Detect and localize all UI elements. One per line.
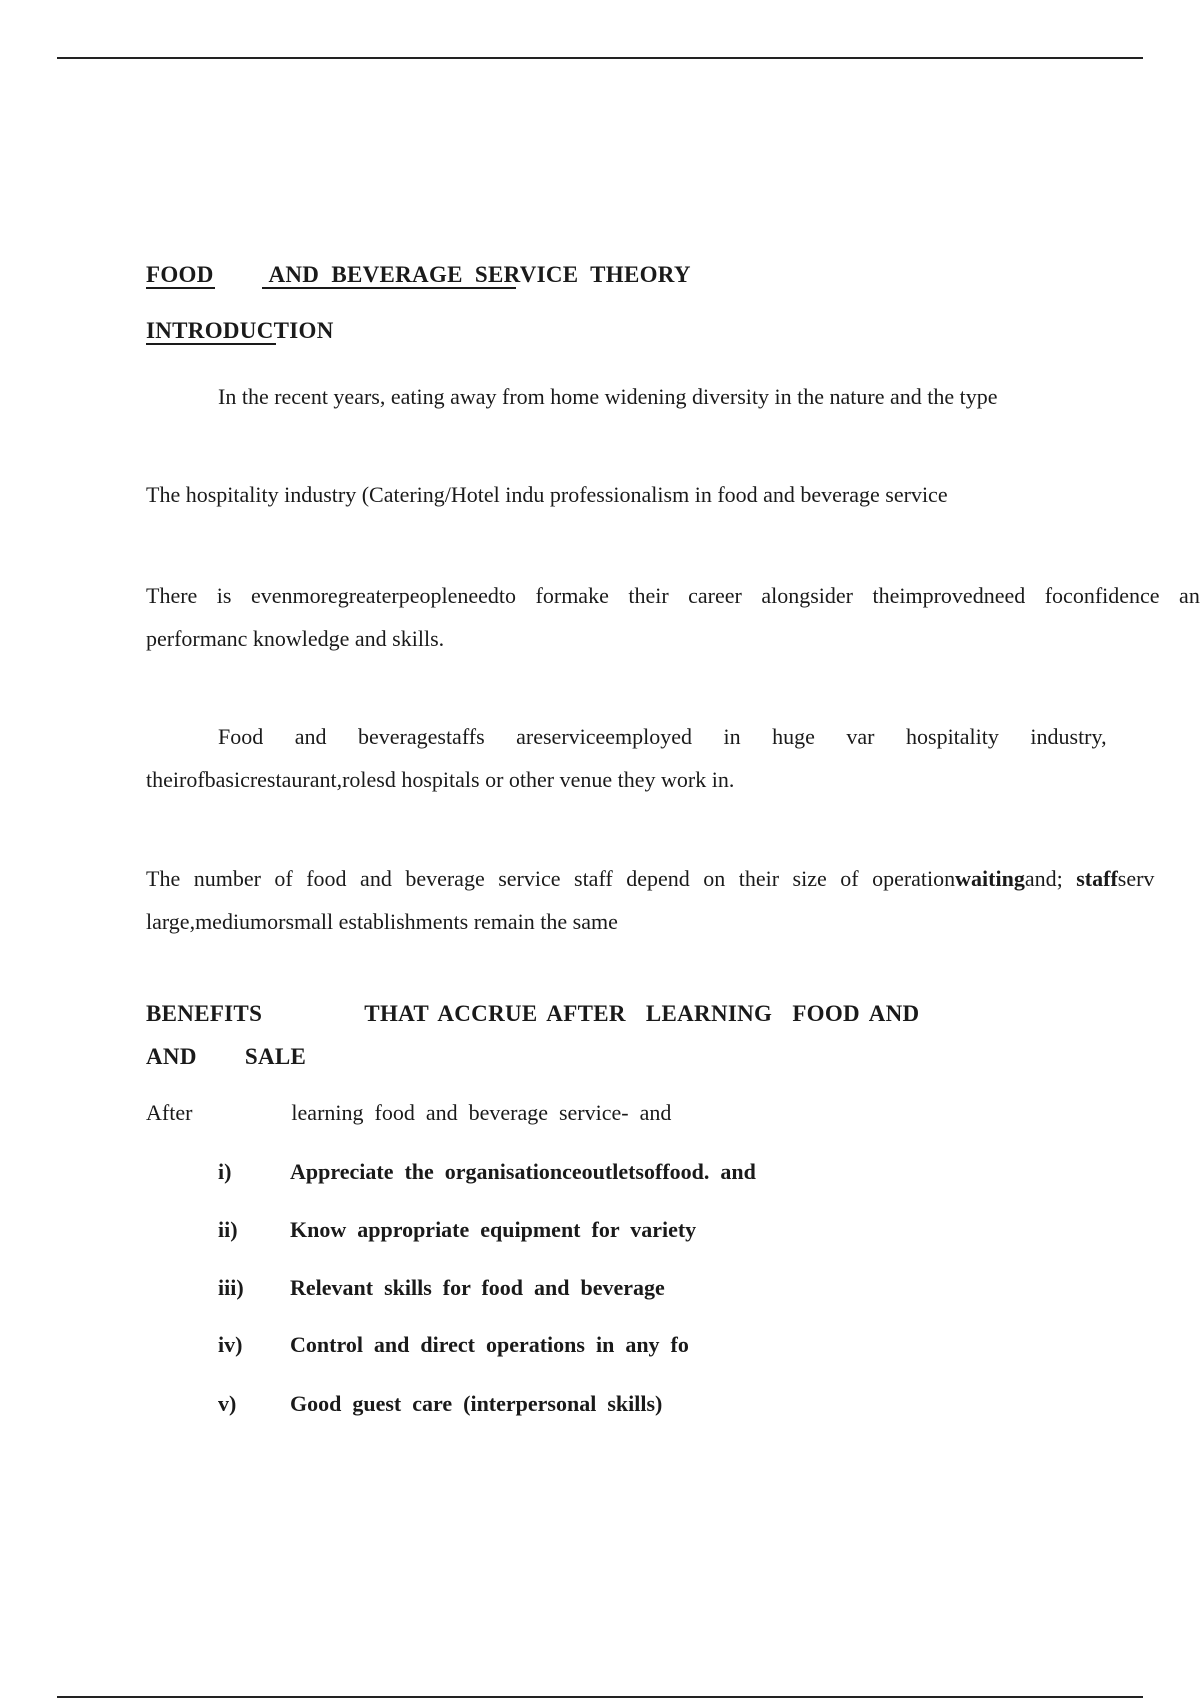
after-rest: learning food and beverage service- and: [291, 1100, 672, 1125]
title-underline-2: [262, 287, 516, 289]
introduction-underline: [146, 343, 276, 345]
list-item-text: Good guest care (interpersonal skills): [290, 1391, 663, 1416]
list-item: [218, 1332, 689, 1358]
top-rule: [57, 57, 1143, 59]
paragraph-1: In the recent years, eating away from home widening diversity in the nature and the type: [218, 384, 998, 409]
list-item-number: v): [218, 1391, 237, 1416]
introduction-heading: INTRODUCTION: [146, 318, 334, 343]
paragraph-5-text-c: and;: [1024, 866, 1077, 891]
paragraph-5-bold-waiting: waiting: [955, 866, 1025, 891]
benefits-heading-word: BENEFITS: [146, 1001, 263, 1026]
list-item-number: i): [218, 1159, 232, 1184]
document-title: [146, 262, 691, 288]
paragraph-5-bold-staff: staff: [1076, 866, 1118, 891]
paragraph-5-line-1: [146, 866, 1200, 892]
paragraph-4-line-2: theirofbasicrestaurant,rolesd hospitals or other venue they work in.: [146, 767, 735, 792]
benefits-heading-line-2: [146, 1044, 306, 1070]
benefits-heading-line-1: [146, 1001, 919, 1027]
title-underline-1: [146, 287, 215, 289]
list-item-number: iii): [218, 1275, 244, 1300]
list-item-number: iv): [218, 1332, 243, 1357]
list-item: [218, 1217, 696, 1243]
paragraph-5-text-a: The number of food and beverage service staff depend on their size of operation: [146, 866, 956, 891]
list-item-number: ii): [218, 1217, 238, 1242]
after-word: After: [146, 1100, 193, 1125]
after-line: [146, 1100, 671, 1126]
list-item-text: Relevant skills for food and beverage: [290, 1275, 665, 1300]
paragraph-4-line-1: Food and beveragestaffs areserviceemployed in huge var hospitality industry,: [218, 724, 1107, 749]
bottom-rule: [57, 1696, 1143, 1698]
list-item-text: Appreciate the organisationceoutletsoffood. and: [290, 1159, 756, 1184]
paragraph-3-line-1: There is evenmoregreaterpeopleneedto formake their career alongsider theimprovedneed foconfidence an: [146, 583, 1200, 608]
list-item: [218, 1275, 665, 1301]
list-item-text: Know appropriate equipment for variety: [290, 1217, 697, 1242]
paragraph-3-line-2: performanc knowledge and skills.: [146, 626, 445, 651]
paragraph-2: The hospitality industry (Catering/Hotel indu professionalism in food and beverage service: [146, 482, 948, 507]
benefits-heading-sale: SALE: [244, 1044, 307, 1069]
title-part-2: AND BEVERAGE SERVICE THEORY: [268, 262, 691, 287]
paragraph-5-line-2: large,mediumorsmall establishments remain the same: [146, 909, 618, 934]
benefits-heading-rest: THAT ACCRUE AFTER LEARNING FOOD AND: [364, 1001, 920, 1026]
benefits-heading-and: AND: [146, 1044, 197, 1069]
title-part-1: FOOD: [146, 262, 214, 287]
paragraph-5-text-e: serv: [1117, 866, 1155, 891]
list-item: [218, 1159, 756, 1185]
list-item-text: Control and direct operations in any fo: [290, 1332, 689, 1357]
list-item: [218, 1391, 662, 1417]
